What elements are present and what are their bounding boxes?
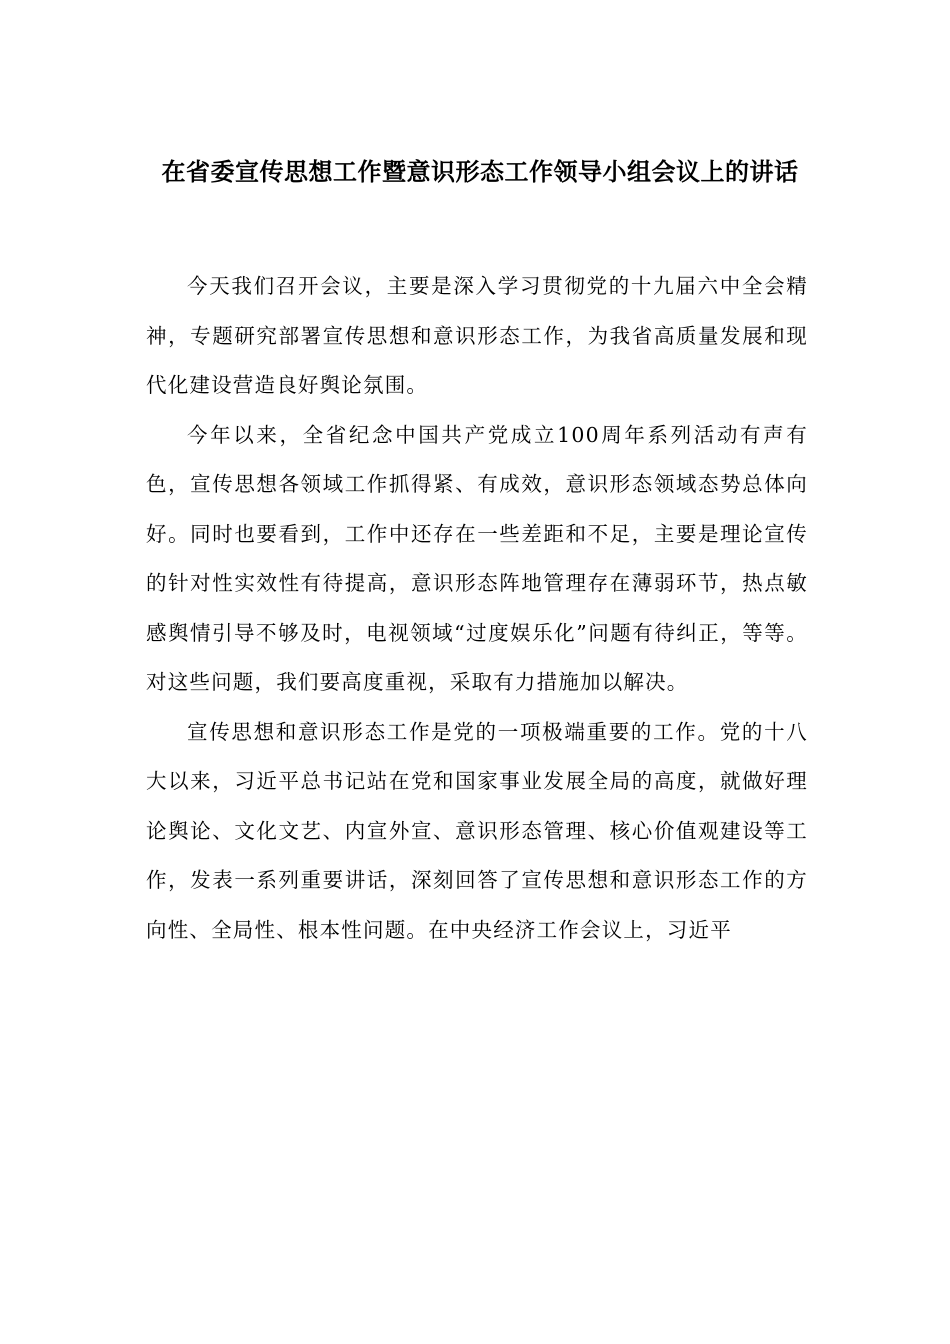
paragraph-3: 宣传思想和意识形态工作是党的一项极端重要的工作。党的十八大以来，习近平总书记站在党和国家事业发展全局的高度，就做好理论舆论、文化文艺、内宣外宣、意识形态管理、核心价值观建设等工作，发表一系列重要讲话，深刻回答了宣传思想和意识形态工作的方向性、全局性、根本性问题。在中央经济工作会议上，习近平 — [146, 719, 808, 942]
document-body — [146, 262, 808, 955]
document-title: 在省委宣传思想工作暨意识形态工作领导小组会议上的讲话 — [161, 158, 799, 186]
paragraph-1: 今天我们召开会议，主要是深入学习贯彻党的十九届六中全会精神，专题研究部署宣传思想和意识形态工作，为我省高质量发展和现代化建设营造良好舆论氛围。 — [146, 274, 808, 397]
paragraph-2: 今年以来，全省纪念中国共产党成立100周年系列活动有声有色，宣传思想各领域工作抓得紧、有成效，意识形态领域态势总体向好。同时也要看到，工作中还存在一些差距和不足，主要是理论宣传的针对性实效性有待提高，意识形态阵地管理存在薄弱环节，热点敏感舆情引导不够及时，电视领域“过度娱乐化”问题有待纠正，等等。对这些问题，我们要高度重视，采取有力措施加以解决。 — [146, 422, 808, 694]
